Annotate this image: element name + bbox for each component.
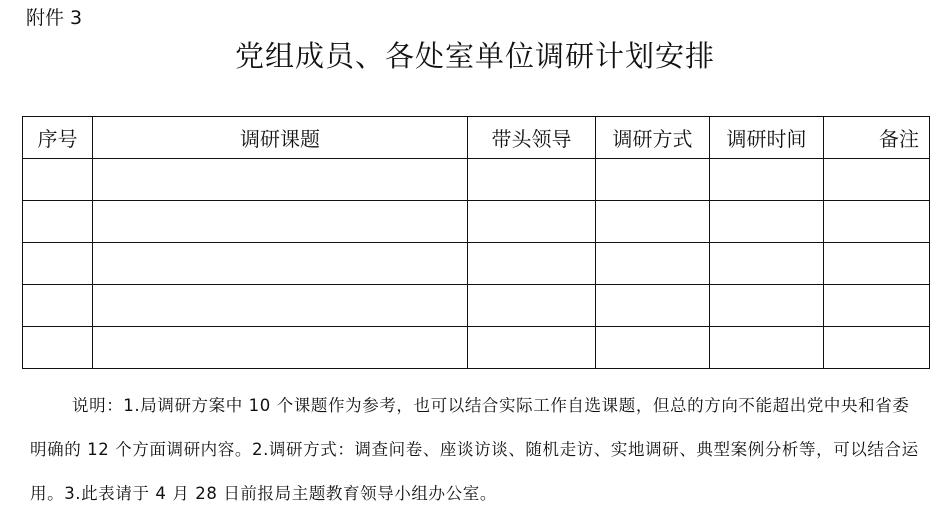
header-research-topic: 调研课题	[93, 117, 468, 159]
header-lead: 带头领导	[468, 117, 596, 159]
attachment-label: 附件 3	[26, 7, 83, 29]
table-cell	[93, 243, 468, 285]
table-cell	[824, 201, 930, 243]
table-cell	[596, 243, 710, 285]
table-cell	[468, 201, 596, 243]
document-title: 党组成员、各处室单位调研计划安排	[234, 39, 715, 73]
header-serial-number: 序号	[23, 117, 93, 159]
table-cell	[710, 285, 824, 327]
table-cell	[710, 243, 824, 285]
table-cell	[23, 243, 93, 285]
explanatory-note	[30, 384, 926, 516]
table-cell	[93, 327, 468, 369]
table-row	[23, 201, 930, 243]
table-cell	[824, 327, 930, 369]
table-cell	[93, 201, 468, 243]
table-cell	[824, 159, 930, 201]
table-row	[23, 159, 930, 201]
table-cell	[710, 159, 824, 201]
table-cell	[710, 201, 824, 243]
table-cell	[23, 327, 93, 369]
table-cell	[23, 201, 93, 243]
table-row	[23, 243, 930, 285]
table-cell	[824, 243, 930, 285]
table-cell	[824, 285, 930, 327]
table-cell	[596, 327, 710, 369]
table-row	[23, 285, 930, 327]
table-cell	[596, 201, 710, 243]
table-cell	[23, 285, 93, 327]
header-remarks: 备注	[824, 117, 930, 159]
table-cell	[596, 285, 710, 327]
note-text: 说明：1.局调研方案中 10 个课题作为参考，也可以结合实际工作自选课题，但总的方向不能超出党中央和省委明确的 12 个方面调研内容。2.调研方式：调查问卷、座谈访谈、随机走访、实地调研、典型案例分析等，可以结合运用。3.此表请于 4 月 28 日前报局主题教育领导小组办公室。	[30, 396, 919, 503]
table-row	[23, 327, 930, 369]
table-header-row	[23, 117, 930, 159]
table-cell	[468, 327, 596, 369]
table-cell	[710, 327, 824, 369]
table-cell	[596, 159, 710, 201]
table-cell	[468, 243, 596, 285]
table-cell	[93, 159, 468, 201]
table-cell	[468, 285, 596, 327]
research-plan-table	[22, 116, 930, 369]
header-research-time: 调研时间	[710, 117, 824, 159]
table-cell	[468, 159, 596, 201]
header-research-method: 调研方式	[596, 117, 710, 159]
table-cell	[93, 285, 468, 327]
table-cell	[23, 159, 93, 201]
